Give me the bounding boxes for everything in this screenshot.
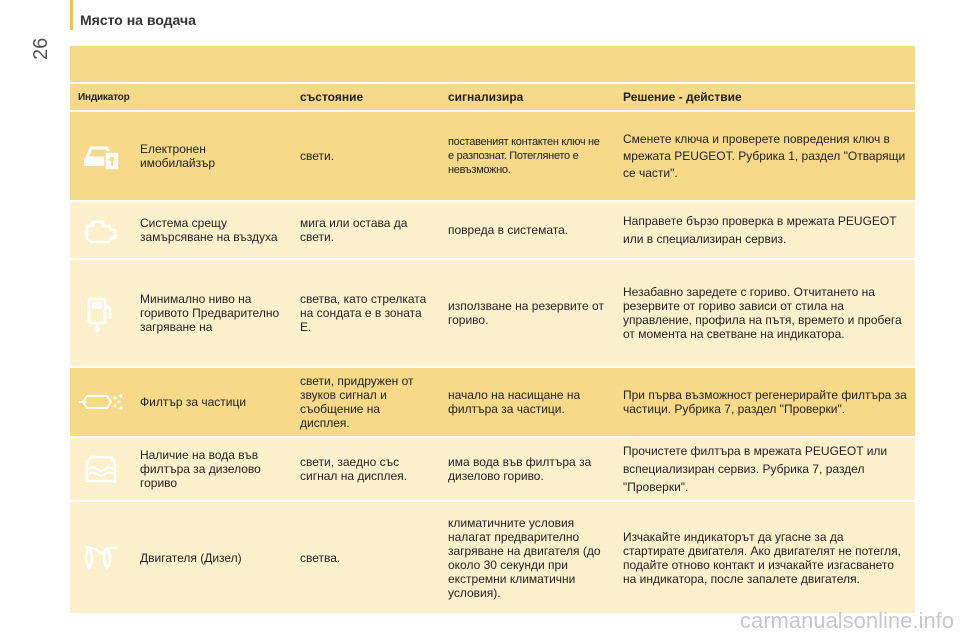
table-row bbox=[70, 259, 915, 367]
glow-plug-icon bbox=[70, 501, 132, 613]
table-title-band bbox=[70, 46, 915, 82]
indicator-solution: Сменете ключа и проверете повредения ключ в мрежата PEUGEOT. Рубрика 1, раздел "Отварящи се части". bbox=[615, 111, 915, 201]
immobilizer-icon bbox=[70, 111, 132, 201]
fuel-icon bbox=[70, 259, 132, 367]
accent-bar bbox=[70, 0, 73, 30]
indicator-signal: начало на насищане на филтъра за частици. bbox=[440, 367, 615, 437]
table-row bbox=[70, 111, 915, 201]
watermark: carmanualsonline.info bbox=[739, 608, 954, 633]
water-in-diesel-icon bbox=[70, 437, 132, 501]
table-header-row bbox=[70, 83, 915, 111]
indicator-signal: повреда в системата. bbox=[440, 201, 615, 259]
indicator-name: Електронен имобилайзър bbox=[132, 111, 292, 201]
header-signal: сигнализира bbox=[440, 83, 615, 111]
indicator-signal: използване на резервите от гориво. bbox=[440, 259, 615, 367]
indicator-state: свети. bbox=[292, 111, 440, 201]
header-blank bbox=[132, 83, 292, 111]
indicator-solution: Незабавно заредете с гориво. Отчитането на резервите от гориво зависи от стила на управление, профила на пътя, времето и пробега от момента на светване на индикатора. bbox=[615, 259, 915, 367]
table-row bbox=[70, 437, 915, 501]
indicator-signal: има вода във филтъра за дизелово гориво. bbox=[440, 437, 615, 501]
indicator-signal: поставеният контактен ключ не е разпознат. Потеглянето е невъзможно. bbox=[440, 111, 615, 201]
header-state: състояние bbox=[292, 83, 440, 111]
indicator-name: Двигателя (Дизел) bbox=[132, 501, 292, 613]
indicator-name: Наличие на вода във филтъра за дизелово гориво bbox=[132, 437, 292, 501]
header-solution: Решение - действие bbox=[615, 83, 915, 111]
engine-icon bbox=[70, 201, 132, 259]
indicator-solution: При първа възможност регенерирайте филтъра за частици. Рубрика 7, раздел "Проверки". bbox=[615, 367, 915, 437]
indicator-state: мига или остава да свети. bbox=[292, 201, 440, 259]
section-title: Място на водача bbox=[80, 12, 196, 28]
indicator-state: светва. bbox=[292, 501, 440, 613]
header-indicator: Индикатор bbox=[70, 83, 132, 111]
page-number: 26 bbox=[30, 37, 52, 60]
indicator-state: свети, заедно със сигнал на дисплея. bbox=[292, 437, 440, 501]
indicator-name: Филтър за частици bbox=[132, 367, 292, 437]
table-row bbox=[70, 367, 915, 437]
indicator-solution: Направете бързо проверка в мрежата PEUGEOT или в специализиран сервиз. bbox=[615, 201, 915, 259]
indicator-state: свети, придружен от звуков сигнал и съобщение на дисплея. bbox=[292, 367, 440, 437]
table-row bbox=[70, 501, 915, 613]
indicator-solution: Прочистете филтъра в мрежата PEUGEOT или вспециализиран сервиз. Рубрика 7, раздел "Проверки". bbox=[615, 437, 915, 501]
indicator-signal: климатичните условия налагат предварително загряване на двигателя (до около 30 секунди при екстремни климатични условия). bbox=[440, 501, 615, 613]
indicator-table-container bbox=[70, 46, 915, 613]
indicator-state: светва, като стрелката на сондата е в зоната Е. bbox=[292, 259, 440, 367]
indicator-solution: Изчакайте индикаторът да угасне за да стартирате двигателя. Ако двигателят не потегля, подайте отново контакт и изчакайте изгасването на индикатора, после запалете двигателя. bbox=[615, 501, 915, 613]
table-row bbox=[70, 201, 915, 259]
indicator-name: Система срещу замърсяване на въздуха bbox=[132, 201, 292, 259]
indicator-name: Минимално ниво на горивото Предварително загряване на bbox=[132, 259, 292, 367]
indicator-table bbox=[70, 82, 915, 613]
particle-filter-icon bbox=[70, 367, 132, 437]
